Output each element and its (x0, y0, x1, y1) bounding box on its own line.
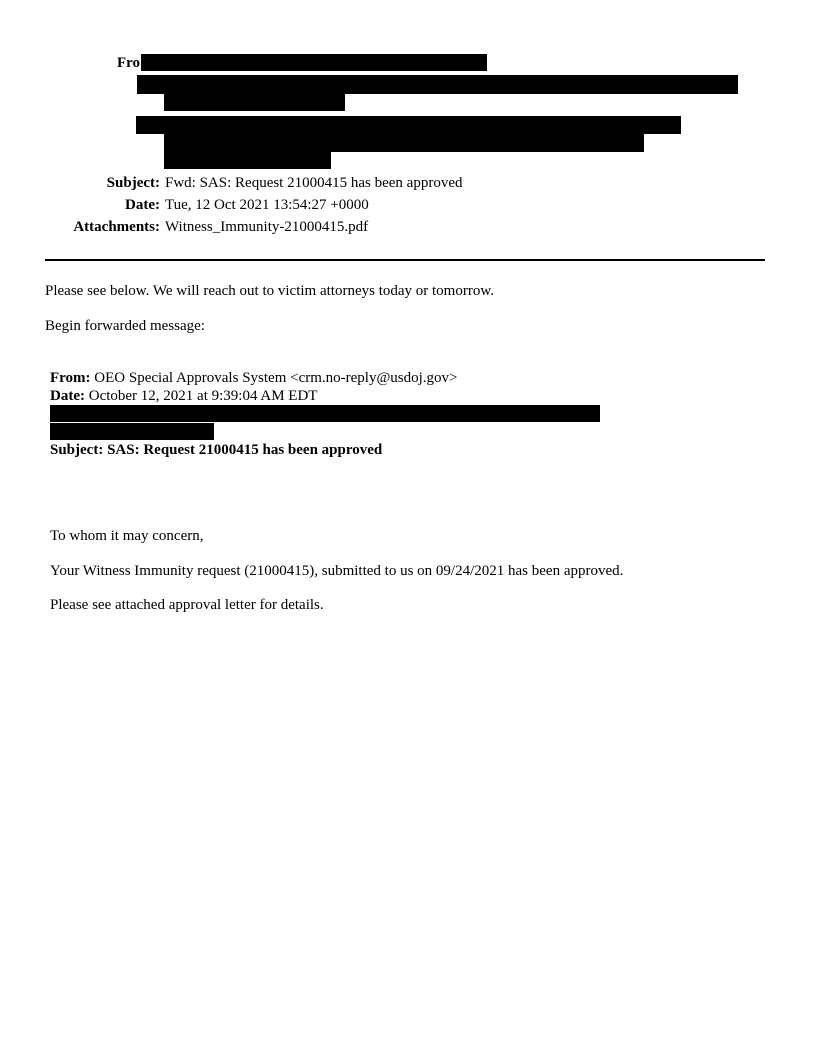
greeting: To whom it may concern, (50, 528, 204, 544)
intro-text: Please see below. We will reach out to victim attorneys today or tomorrow. (45, 283, 494, 299)
redaction-block (50, 405, 600, 422)
redaction-block (164, 152, 331, 169)
redaction-block (136, 116, 681, 134)
date-label: Date: (125, 197, 160, 213)
from-label: Fro (117, 55, 141, 71)
forwarded-from-label: From: (50, 370, 91, 386)
forwarded-from (50, 368, 457, 388)
date-value: Tue, 12 Oct 2021 13:54:27 +0000 (165, 197, 369, 213)
forwarded-date (50, 386, 317, 406)
attachments-value[interactable]: Witness_Immunity-21000415.pdf (165, 219, 369, 235)
forwarded-from-value: OEO Special Approvals System <crm.no-reply@usdoj.gov> (94, 370, 458, 386)
redaction-block (164, 134, 644, 152)
redaction-block (164, 94, 345, 111)
forward-note: Begin forwarded message: (45, 318, 205, 334)
approval-paragraph: Your Witness Immunity request (21000415), submitted to us on 09/24/2021 has been approved. (50, 563, 624, 579)
attachments-label: Attachments: (73, 219, 160, 235)
details-paragraph: Please see attached approval letter for details. (50, 597, 324, 613)
subject-label: Subject: (106, 175, 160, 191)
redaction-block (137, 75, 738, 94)
redaction-block (50, 423, 214, 440)
header-divider (45, 259, 765, 261)
forwarded-date-value: October 12, 2021 at 9:39:04 AM EDT (88, 388, 318, 404)
forwarded-date-label: Date: (50, 388, 85, 404)
subject-value: Fwd: SAS: Request 21000415 has been approved (165, 175, 463, 191)
redaction-block (141, 54, 487, 71)
forwarded-subject: Subject: SAS: Request 21000415 has been approved (50, 442, 383, 458)
